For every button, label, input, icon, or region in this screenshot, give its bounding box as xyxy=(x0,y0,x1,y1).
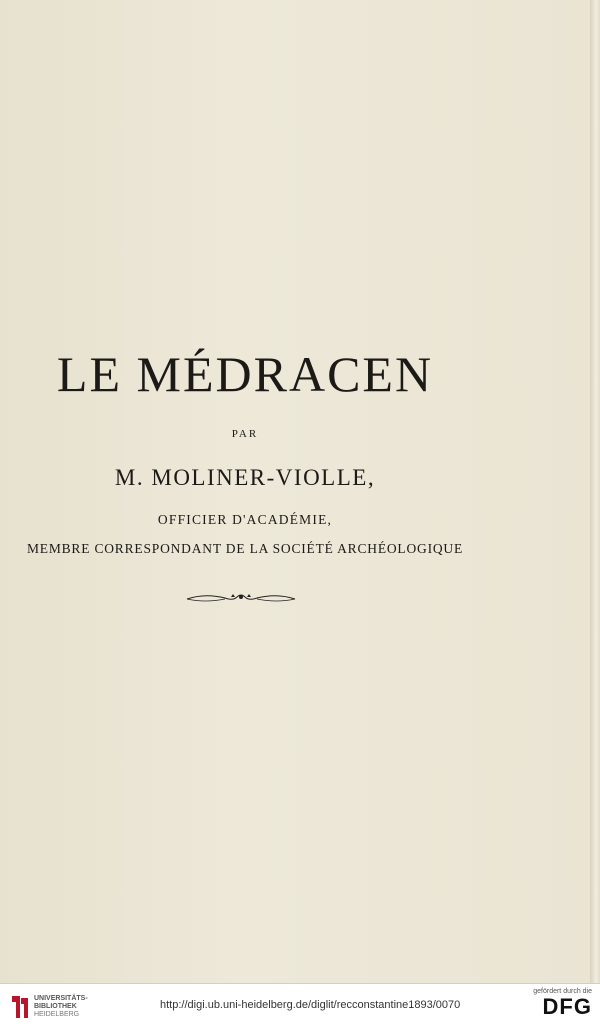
library-line-3: HEIDELBERG xyxy=(34,1011,80,1018)
author-title-officier: OFFICIER D'ACADÉMIE, xyxy=(157,512,333,527)
dfg-logo: DFG xyxy=(542,994,592,1019)
university-library-logo-icon xyxy=(8,992,32,1022)
par-label: PAR xyxy=(231,428,259,440)
library-name xyxy=(34,995,88,1019)
author-title-membre: MEMBRE CORRESPONDANT DE LA SOCIÉTÉ ARCHÉOLOGIQUE xyxy=(26,541,464,556)
library-line-2: BIBLIOTHEK xyxy=(34,1003,77,1010)
library-line-1: UNIVERSITÄTS- xyxy=(34,995,88,1002)
viewer-footer xyxy=(0,983,600,1028)
permalink-url[interactable]: http://digi.ub.uni-heidelberg.de/diglit/recconstantine1893/0070 xyxy=(160,999,461,1011)
author-name: M. MOLINER-VIOLLE, xyxy=(114,465,376,490)
funded-by-text: gefördert durch die xyxy=(533,988,592,995)
book-spine-edge xyxy=(590,0,600,983)
book-title: LE MÉDRACEN xyxy=(56,346,434,402)
funding-credit xyxy=(533,988,592,1019)
ornament-divider xyxy=(185,589,297,607)
